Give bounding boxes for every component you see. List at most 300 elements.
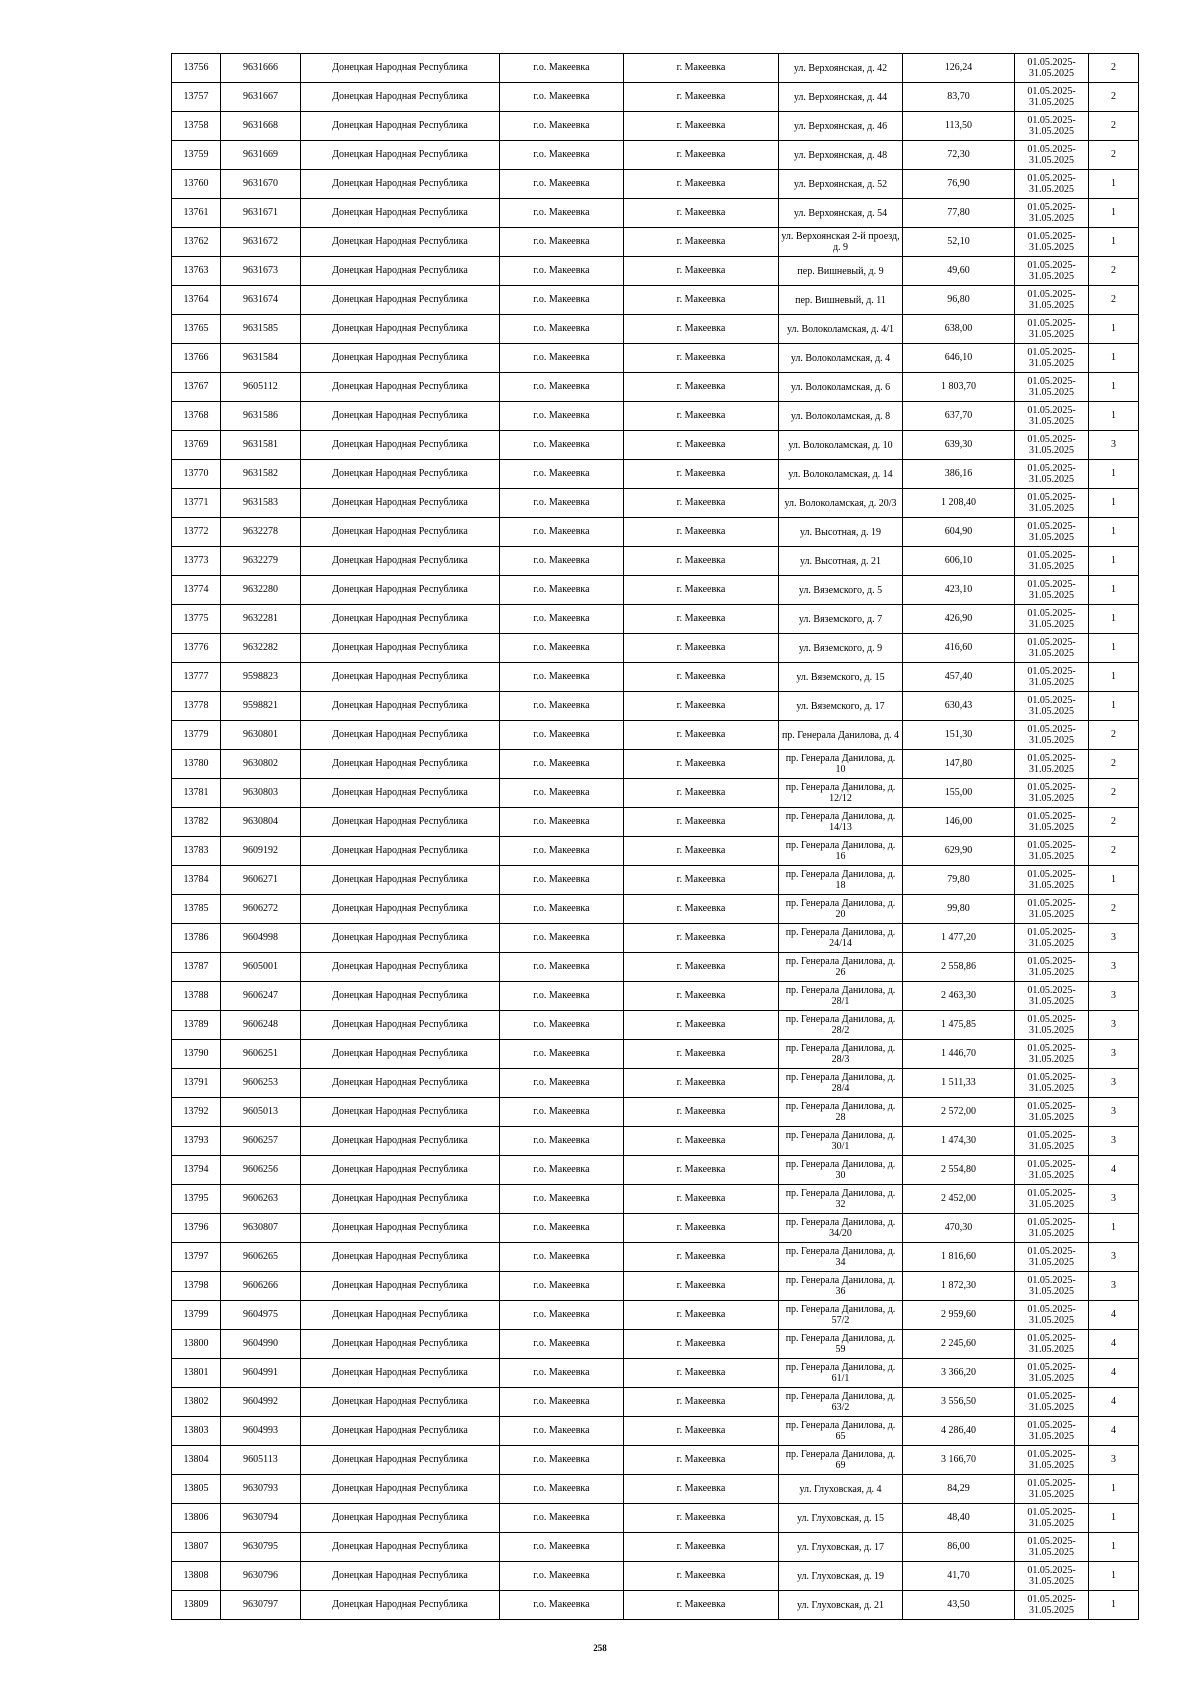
table-row bbox=[172, 721, 1139, 750]
cell-count: 1 bbox=[1089, 402, 1139, 431]
cell-object-id: 9630804 bbox=[221, 808, 301, 837]
cell-settlement: г. Макеевка bbox=[624, 547, 779, 576]
cell-area: 96,80 bbox=[903, 286, 1015, 315]
cell-object-id: 9604975 bbox=[221, 1301, 301, 1330]
cell-row-number: 13777 bbox=[172, 663, 221, 692]
cell-count: 3 bbox=[1089, 431, 1139, 460]
cell-object-id: 9606248 bbox=[221, 1011, 301, 1040]
cell-area: 86,00 bbox=[903, 1533, 1015, 1562]
cell-count: 2 bbox=[1089, 837, 1139, 866]
cell-settlement: г. Макеевка bbox=[624, 257, 779, 286]
cell-municipality: г.о. Макеевка bbox=[500, 953, 624, 982]
cell-count: 4 bbox=[1089, 1301, 1139, 1330]
table-row bbox=[172, 315, 1139, 344]
cell-object-id: 9632278 bbox=[221, 518, 301, 547]
cell-region: Донецкая Народная Республика bbox=[301, 837, 500, 866]
table-row bbox=[172, 1591, 1139, 1620]
table-row bbox=[172, 1011, 1139, 1040]
table-row bbox=[172, 1533, 1139, 1562]
cell-region: Донецкая Народная Республика bbox=[301, 141, 500, 170]
cell-count: 3 bbox=[1089, 1011, 1139, 1040]
cell-region: Донецкая Народная Республика bbox=[301, 692, 500, 721]
cell-count: 1 bbox=[1089, 1504, 1139, 1533]
cell-object-id: 9604998 bbox=[221, 924, 301, 953]
cell-municipality: г.о. Макеевка bbox=[500, 1330, 624, 1359]
cell-period: 01.05.2025-31.05.2025 bbox=[1015, 1417, 1089, 1446]
cell-settlement: г. Макеевка bbox=[624, 199, 779, 228]
cell-row-number: 13802 bbox=[172, 1388, 221, 1417]
cell-settlement: г. Макеевка bbox=[624, 1591, 779, 1620]
cell-municipality: г.о. Макеевка bbox=[500, 692, 624, 721]
cell-count: 3 bbox=[1089, 982, 1139, 1011]
cell-settlement: г. Макеевка bbox=[624, 576, 779, 605]
cell-row-number: 13773 bbox=[172, 547, 221, 576]
cell-settlement: г. Макеевка bbox=[624, 1359, 779, 1388]
cell-municipality: г.о. Макеевка bbox=[500, 1591, 624, 1620]
cell-object-id: 9631673 bbox=[221, 257, 301, 286]
cell-municipality: г.о. Макеевка bbox=[500, 547, 624, 576]
cell-object-id: 9631585 bbox=[221, 315, 301, 344]
cell-area: 457,40 bbox=[903, 663, 1015, 692]
cell-count: 2 bbox=[1089, 721, 1139, 750]
cell-settlement: г. Макеевка bbox=[624, 779, 779, 808]
cell-row-number: 13772 bbox=[172, 518, 221, 547]
cell-object-id: 9632281 bbox=[221, 605, 301, 634]
cell-period: 01.05.2025-31.05.2025 bbox=[1015, 1214, 1089, 1243]
cell-municipality: г.о. Макеевка bbox=[500, 750, 624, 779]
cell-object-id: 9606265 bbox=[221, 1243, 301, 1272]
cell-settlement: г. Макеевка bbox=[624, 1040, 779, 1069]
cell-municipality: г.о. Макеевка bbox=[500, 228, 624, 257]
cell-count: 3 bbox=[1089, 1185, 1139, 1214]
cell-municipality: г.о. Макеевка bbox=[500, 808, 624, 837]
cell-period: 01.05.2025-31.05.2025 bbox=[1015, 895, 1089, 924]
cell-period: 01.05.2025-31.05.2025 bbox=[1015, 866, 1089, 895]
cell-area: 84,29 bbox=[903, 1475, 1015, 1504]
cell-settlement: г. Макеевка bbox=[624, 460, 779, 489]
table-row bbox=[172, 953, 1139, 982]
cell-municipality: г.о. Макеевка bbox=[500, 1272, 624, 1301]
cell-row-number: 13761 bbox=[172, 199, 221, 228]
cell-area: 2 463,30 bbox=[903, 982, 1015, 1011]
cell-object-id: 9606272 bbox=[221, 895, 301, 924]
cell-region: Донецкая Народная Республика bbox=[301, 1562, 500, 1591]
cell-period: 01.05.2025-31.05.2025 bbox=[1015, 1504, 1089, 1533]
cell-count: 2 bbox=[1089, 808, 1139, 837]
cell-settlement: г. Макеевка bbox=[624, 1185, 779, 1214]
cell-region: Донецкая Народная Республика bbox=[301, 1127, 500, 1156]
cell-municipality: г.о. Макеевка bbox=[500, 866, 624, 895]
cell-object-id: 9631586 bbox=[221, 402, 301, 431]
cell-area: 76,90 bbox=[903, 170, 1015, 199]
cell-region: Донецкая Народная Республика bbox=[301, 1533, 500, 1562]
cell-address: пр. Генерала Данилова, д. 30 bbox=[779, 1156, 903, 1185]
table-row bbox=[172, 141, 1139, 170]
cell-address: ул. Высотная, д. 21 bbox=[779, 547, 903, 576]
cell-row-number: 13758 bbox=[172, 112, 221, 141]
cell-area: 637,70 bbox=[903, 402, 1015, 431]
cell-period: 01.05.2025-31.05.2025 bbox=[1015, 1069, 1089, 1098]
cell-settlement: г. Макеевка bbox=[624, 1069, 779, 1098]
cell-region: Донецкая Народная Республика bbox=[301, 257, 500, 286]
cell-address: пр. Генерала Данилова, д. 32 bbox=[779, 1185, 903, 1214]
cell-object-id: 9631583 bbox=[221, 489, 301, 518]
cell-count: 1 bbox=[1089, 518, 1139, 547]
cell-row-number: 13803 bbox=[172, 1417, 221, 1446]
cell-address: пр. Генерала Данилова, д. 28 bbox=[779, 1098, 903, 1127]
cell-object-id: 9606256 bbox=[221, 1156, 301, 1185]
cell-row-number: 13783 bbox=[172, 837, 221, 866]
cell-area: 2 959,60 bbox=[903, 1301, 1015, 1330]
cell-address: ул. Верхоянская, д. 54 bbox=[779, 199, 903, 228]
cell-region: Донецкая Народная Республика bbox=[301, 866, 500, 895]
cell-object-id: 9631666 bbox=[221, 54, 301, 83]
cell-area: 151,30 bbox=[903, 721, 1015, 750]
cell-area: 49,60 bbox=[903, 257, 1015, 286]
table-row bbox=[172, 83, 1139, 112]
cell-period: 01.05.2025-31.05.2025 bbox=[1015, 1301, 1089, 1330]
cell-municipality: г.о. Макеевка bbox=[500, 1185, 624, 1214]
cell-municipality: г.о. Макеевка bbox=[500, 518, 624, 547]
cell-settlement: г. Макеевка bbox=[624, 1475, 779, 1504]
cell-count: 1 bbox=[1089, 1591, 1139, 1620]
cell-settlement: г. Макеевка bbox=[624, 605, 779, 634]
cell-address: ул. Верхоянская, д. 44 bbox=[779, 83, 903, 112]
cell-row-number: 13794 bbox=[172, 1156, 221, 1185]
table-row bbox=[172, 1446, 1139, 1475]
cell-row-number: 13778 bbox=[172, 692, 221, 721]
cell-row-number: 13762 bbox=[172, 228, 221, 257]
table-row bbox=[172, 1388, 1139, 1417]
table-row bbox=[172, 779, 1139, 808]
cell-row-number: 13782 bbox=[172, 808, 221, 837]
cell-region: Донецкая Народная Республика bbox=[301, 1359, 500, 1388]
cell-region: Донецкая Народная Республика bbox=[301, 402, 500, 431]
cell-region: Донецкая Народная Республика bbox=[301, 953, 500, 982]
cell-region: Донецкая Народная Республика bbox=[301, 750, 500, 779]
cell-area: 2 245,60 bbox=[903, 1330, 1015, 1359]
cell-count: 4 bbox=[1089, 1417, 1139, 1446]
table-row bbox=[172, 460, 1139, 489]
cell-region: Донецкая Народная Республика bbox=[301, 1272, 500, 1301]
cell-region: Донецкая Народная Республика bbox=[301, 663, 500, 692]
cell-row-number: 13780 bbox=[172, 750, 221, 779]
cell-municipality: г.о. Макеевка bbox=[500, 895, 624, 924]
cell-period: 01.05.2025-31.05.2025 bbox=[1015, 141, 1089, 170]
cell-period: 01.05.2025-31.05.2025 bbox=[1015, 953, 1089, 982]
table-row bbox=[172, 1127, 1139, 1156]
cell-address: пер. Вишневый, д. 9 bbox=[779, 257, 903, 286]
page-number: 258 bbox=[593, 1643, 607, 1653]
cell-address: ул. Верхоянская, д. 42 bbox=[779, 54, 903, 83]
cell-period: 01.05.2025-31.05.2025 bbox=[1015, 170, 1089, 199]
cell-count: 1 bbox=[1089, 1475, 1139, 1504]
cell-address: ул. Верхоянская, д. 48 bbox=[779, 141, 903, 170]
cell-area: 48,40 bbox=[903, 1504, 1015, 1533]
cell-municipality: г.о. Макеевка bbox=[500, 1127, 624, 1156]
cell-period: 01.05.2025-31.05.2025 bbox=[1015, 1591, 1089, 1620]
table-row bbox=[172, 663, 1139, 692]
cell-region: Донецкая Народная Республика bbox=[301, 1475, 500, 1504]
cell-settlement: г. Макеевка bbox=[624, 1330, 779, 1359]
cell-municipality: г.о. Макеевка bbox=[500, 1446, 624, 1475]
cell-period: 01.05.2025-31.05.2025 bbox=[1015, 315, 1089, 344]
cell-region: Донецкая Народная Республика bbox=[301, 1214, 500, 1243]
cell-object-id: 9631581 bbox=[221, 431, 301, 460]
cell-municipality: г.о. Макеевка bbox=[500, 982, 624, 1011]
cell-period: 01.05.2025-31.05.2025 bbox=[1015, 1446, 1089, 1475]
cell-period: 01.05.2025-31.05.2025 bbox=[1015, 228, 1089, 257]
cell-municipality: г.о. Макеевка bbox=[500, 1417, 624, 1446]
cell-object-id: 9630793 bbox=[221, 1475, 301, 1504]
cell-address: пр. Генерала Данилова, д. 4 bbox=[779, 721, 903, 750]
cell-count: 1 bbox=[1089, 605, 1139, 634]
table-row bbox=[172, 518, 1139, 547]
cell-area: 3 166,70 bbox=[903, 1446, 1015, 1475]
cell-municipality: г.о. Макеевка bbox=[500, 141, 624, 170]
cell-row-number: 13779 bbox=[172, 721, 221, 750]
cell-region: Донецкая Народная Республика bbox=[301, 83, 500, 112]
cell-address: ул. Глуховская, д. 15 bbox=[779, 1504, 903, 1533]
cell-area: 77,80 bbox=[903, 199, 1015, 228]
cell-period: 01.05.2025-31.05.2025 bbox=[1015, 1127, 1089, 1156]
cell-settlement: г. Макеевка bbox=[624, 1301, 779, 1330]
cell-area: 83,70 bbox=[903, 83, 1015, 112]
cell-municipality: г.о. Макеевка bbox=[500, 315, 624, 344]
cell-municipality: г.о. Макеевка bbox=[500, 1562, 624, 1591]
cell-region: Донецкая Народная Республика bbox=[301, 1098, 500, 1127]
cell-object-id: 9630795 bbox=[221, 1533, 301, 1562]
cell-count: 1 bbox=[1089, 373, 1139, 402]
cell-address: ул. Вяземского, д. 5 bbox=[779, 576, 903, 605]
cell-address: пр. Генерала Данилова, д. 36 bbox=[779, 1272, 903, 1301]
cell-region: Донецкая Народная Республика bbox=[301, 605, 500, 634]
cell-period: 01.05.2025-31.05.2025 bbox=[1015, 54, 1089, 83]
cell-settlement: г. Макеевка bbox=[624, 750, 779, 779]
cell-period: 01.05.2025-31.05.2025 bbox=[1015, 1388, 1089, 1417]
cell-period: 01.05.2025-31.05.2025 bbox=[1015, 721, 1089, 750]
table-row bbox=[172, 112, 1139, 141]
cell-object-id: 9605112 bbox=[221, 373, 301, 402]
cell-period: 01.05.2025-31.05.2025 bbox=[1015, 808, 1089, 837]
cell-row-number: 13799 bbox=[172, 1301, 221, 1330]
table-row bbox=[172, 1156, 1139, 1185]
cell-object-id: 9606263 bbox=[221, 1185, 301, 1214]
cell-count: 4 bbox=[1089, 1359, 1139, 1388]
cell-area: 423,10 bbox=[903, 576, 1015, 605]
cell-object-id: 9630796 bbox=[221, 1562, 301, 1591]
cell-period: 01.05.2025-31.05.2025 bbox=[1015, 460, 1089, 489]
cell-region: Донецкая Народная Республика bbox=[301, 895, 500, 924]
cell-period: 01.05.2025-31.05.2025 bbox=[1015, 518, 1089, 547]
cell-settlement: г. Макеевка bbox=[624, 808, 779, 837]
cell-count: 2 bbox=[1089, 141, 1139, 170]
table-row bbox=[172, 1272, 1139, 1301]
cell-settlement: г. Макеевка bbox=[624, 721, 779, 750]
cell-row-number: 13774 bbox=[172, 576, 221, 605]
cell-municipality: г.о. Макеевка bbox=[500, 1069, 624, 1098]
cell-region: Донецкая Народная Республика bbox=[301, 1011, 500, 1040]
cell-address: ул. Волоколамская, д. 20/3 bbox=[779, 489, 903, 518]
cell-count: 1 bbox=[1089, 547, 1139, 576]
cell-object-id: 9631669 bbox=[221, 141, 301, 170]
cell-period: 01.05.2025-31.05.2025 bbox=[1015, 402, 1089, 431]
cell-object-id: 9631667 bbox=[221, 83, 301, 112]
cell-municipality: г.о. Макеевка bbox=[500, 112, 624, 141]
cell-region: Донецкая Народная Республика bbox=[301, 1330, 500, 1359]
table-body bbox=[172, 54, 1139, 1620]
cell-address: пр. Генерала Данилова, д. 16 bbox=[779, 837, 903, 866]
cell-area: 604,90 bbox=[903, 518, 1015, 547]
cell-settlement: г. Макеевка bbox=[624, 228, 779, 257]
cell-object-id: 9606266 bbox=[221, 1272, 301, 1301]
cell-area: 426,90 bbox=[903, 605, 1015, 634]
cell-object-id: 9632280 bbox=[221, 576, 301, 605]
cell-count: 3 bbox=[1089, 1243, 1139, 1272]
cell-area: 1 208,40 bbox=[903, 489, 1015, 518]
cell-area: 639,30 bbox=[903, 431, 1015, 460]
cell-municipality: г.о. Макеевка bbox=[500, 1359, 624, 1388]
cell-settlement: г. Макеевка bbox=[624, 1562, 779, 1591]
cell-object-id: 9605113 bbox=[221, 1446, 301, 1475]
cell-address: пр. Генерала Данилова, д. 20 bbox=[779, 895, 903, 924]
cell-address: пр. Генерала Данилова, д. 14/13 bbox=[779, 808, 903, 837]
cell-settlement: г. Макеевка bbox=[624, 924, 779, 953]
cell-period: 01.05.2025-31.05.2025 bbox=[1015, 924, 1089, 953]
cell-object-id: 9630807 bbox=[221, 1214, 301, 1243]
cell-count: 1 bbox=[1089, 663, 1139, 692]
cell-object-id: 9631672 bbox=[221, 228, 301, 257]
cell-period: 01.05.2025-31.05.2025 bbox=[1015, 1272, 1089, 1301]
cell-object-id: 9606257 bbox=[221, 1127, 301, 1156]
cell-municipality: г.о. Макеевка bbox=[500, 489, 624, 518]
cell-municipality: г.о. Макеевка bbox=[500, 83, 624, 112]
cell-row-number: 13788 bbox=[172, 982, 221, 1011]
cell-address: пр. Генерала Данилова, д. 30/1 bbox=[779, 1127, 903, 1156]
cell-area: 1 475,85 bbox=[903, 1011, 1015, 1040]
cell-count: 1 bbox=[1089, 576, 1139, 605]
cell-municipality: г.о. Макеевка bbox=[500, 1533, 624, 1562]
cell-municipality: г.о. Макеевка bbox=[500, 1301, 624, 1330]
cell-period: 01.05.2025-31.05.2025 bbox=[1015, 750, 1089, 779]
cell-area: 4 286,40 bbox=[903, 1417, 1015, 1446]
cell-object-id: 9631671 bbox=[221, 199, 301, 228]
cell-period: 01.05.2025-31.05.2025 bbox=[1015, 1330, 1089, 1359]
cell-address: пр. Генерала Данилова, д. 65 bbox=[779, 1417, 903, 1446]
cell-settlement: г. Макеевка bbox=[624, 866, 779, 895]
cell-count: 2 bbox=[1089, 54, 1139, 83]
cell-area: 126,24 bbox=[903, 54, 1015, 83]
cell-settlement: г. Макеевка bbox=[624, 953, 779, 982]
cell-period: 01.05.2025-31.05.2025 bbox=[1015, 779, 1089, 808]
cell-row-number: 13795 bbox=[172, 1185, 221, 1214]
cell-count: 4 bbox=[1089, 1156, 1139, 1185]
cell-address: пер. Вишневый, д. 11 bbox=[779, 286, 903, 315]
cell-row-number: 13764 bbox=[172, 286, 221, 315]
cell-settlement: г. Макеевка bbox=[624, 692, 779, 721]
cell-period: 01.05.2025-31.05.2025 bbox=[1015, 431, 1089, 460]
cell-row-number: 13798 bbox=[172, 1272, 221, 1301]
cell-region: Донецкая Народная Республика bbox=[301, 924, 500, 953]
cell-region: Донецкая Народная Республика bbox=[301, 286, 500, 315]
cell-address: пр. Генерала Данилова, д. 26 bbox=[779, 953, 903, 982]
cell-municipality: г.о. Макеевка bbox=[500, 1504, 624, 1533]
table-row bbox=[172, 402, 1139, 431]
cell-area: 41,70 bbox=[903, 1562, 1015, 1591]
cell-address: пр. Генерала Данилова, д. 28/4 bbox=[779, 1069, 903, 1098]
cell-period: 01.05.2025-31.05.2025 bbox=[1015, 837, 1089, 866]
cell-municipality: г.о. Макеевка bbox=[500, 1011, 624, 1040]
cell-period: 01.05.2025-31.05.2025 bbox=[1015, 83, 1089, 112]
cell-settlement: г. Макеевка bbox=[624, 489, 779, 518]
cell-municipality: г.о. Макеевка bbox=[500, 373, 624, 402]
cell-area: 629,90 bbox=[903, 837, 1015, 866]
cell-count: 1 bbox=[1089, 634, 1139, 663]
cell-row-number: 13768 bbox=[172, 402, 221, 431]
cell-object-id: 9606271 bbox=[221, 866, 301, 895]
cell-period: 01.05.2025-31.05.2025 bbox=[1015, 1359, 1089, 1388]
cell-period: 01.05.2025-31.05.2025 bbox=[1015, 547, 1089, 576]
cell-count: 4 bbox=[1089, 1330, 1139, 1359]
cell-settlement: г. Макеевка bbox=[624, 315, 779, 344]
cell-object-id: 9630802 bbox=[221, 750, 301, 779]
cell-settlement: г. Макеевка bbox=[624, 1098, 779, 1127]
cell-region: Донецкая Народная Республика bbox=[301, 576, 500, 605]
cell-address: пр. Генерала Данилова, д. 28/2 bbox=[779, 1011, 903, 1040]
cell-region: Донецкая Народная Республика bbox=[301, 779, 500, 808]
cell-region: Донецкая Народная Республика bbox=[301, 1243, 500, 1272]
table-row bbox=[172, 1098, 1139, 1127]
cell-address: ул. Верхоянская, д. 52 bbox=[779, 170, 903, 199]
table-row bbox=[172, 808, 1139, 837]
cell-area: 2 554,80 bbox=[903, 1156, 1015, 1185]
cell-period: 01.05.2025-31.05.2025 bbox=[1015, 576, 1089, 605]
cell-count: 2 bbox=[1089, 895, 1139, 924]
cell-object-id: 9609192 bbox=[221, 837, 301, 866]
table-row bbox=[172, 54, 1139, 83]
cell-region: Донецкая Народная Республика bbox=[301, 112, 500, 141]
cell-address: пр. Генерала Данилова, д. 34/20 bbox=[779, 1214, 903, 1243]
cell-object-id: 9631670 bbox=[221, 170, 301, 199]
cell-address: ул. Глуховская, д. 19 bbox=[779, 1562, 903, 1591]
cell-area: 1 872,30 bbox=[903, 1272, 1015, 1301]
cell-count: 1 bbox=[1089, 315, 1139, 344]
cell-row-number: 13784 bbox=[172, 866, 221, 895]
cell-row-number: 13793 bbox=[172, 1127, 221, 1156]
cell-settlement: г. Макеевка bbox=[624, 1272, 779, 1301]
cell-settlement: г. Макеевка bbox=[624, 170, 779, 199]
table-row bbox=[172, 1562, 1139, 1591]
cell-settlement: г. Макеевка bbox=[624, 1214, 779, 1243]
cell-count: 2 bbox=[1089, 286, 1139, 315]
cell-address: пр. Генерала Данилова, д. 28/3 bbox=[779, 1040, 903, 1069]
cell-area: 416,60 bbox=[903, 634, 1015, 663]
table-row bbox=[172, 489, 1139, 518]
table-row bbox=[172, 895, 1139, 924]
cell-area: 52,10 bbox=[903, 228, 1015, 257]
table-row bbox=[172, 199, 1139, 228]
cell-object-id: 9630803 bbox=[221, 779, 301, 808]
table-row bbox=[172, 344, 1139, 373]
cell-area: 638,00 bbox=[903, 315, 1015, 344]
cell-address: ул. Вяземского, д. 9 bbox=[779, 634, 903, 663]
cell-count: 1 bbox=[1089, 1562, 1139, 1591]
table-row bbox=[172, 605, 1139, 634]
table-row bbox=[172, 1475, 1139, 1504]
cell-region: Донецкая Народная Республика bbox=[301, 373, 500, 402]
cell-period: 01.05.2025-31.05.2025 bbox=[1015, 112, 1089, 141]
cell-region: Донецкая Народная Республика bbox=[301, 228, 500, 257]
